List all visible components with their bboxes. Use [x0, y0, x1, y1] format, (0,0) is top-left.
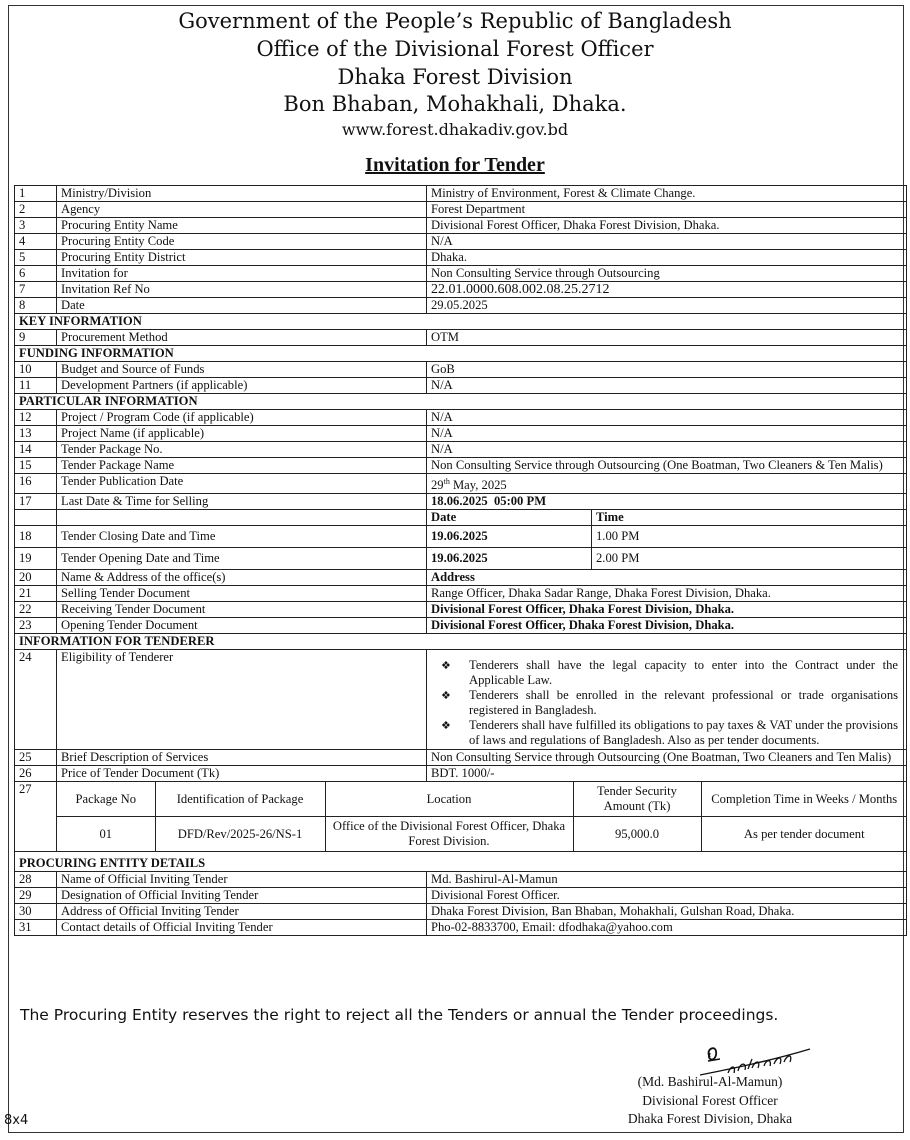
section-particular-information: PARTICULAR INFORMATION: [15, 394, 907, 410]
page-title: Invitation for Tender: [365, 154, 545, 176]
section-information-for-tenderer: INFORMATION FOR TENDERER: [15, 634, 907, 650]
table-row: 13 Project Name (if applicable) N/A: [15, 426, 907, 442]
table-row: 31 Contact details of Official Inviting Tender Pho-02-8833700, Email: dfodhaka@yahoo.com: [15, 920, 907, 936]
tender-table: [14, 185, 907, 936]
table-row: 21 Selling Tender Document Range Officer, Dhaka Sadar Range, Dhaka Forest Division, Dhaka.: [15, 586, 907, 602]
eligibility-list: [431, 658, 902, 748]
table-row: 1 Ministry/Division Ministry of Environment, Forest & Climate Change.: [15, 186, 907, 202]
table-row: 18 Tender Closing Date and Time 19.06.2025 1.00 PM: [15, 526, 907, 548]
footer-note: The Procuring Entity reserves the right to reject all the Tenders or annual the Tender proceedings.: [20, 1006, 779, 1024]
table-row: 17 Last Date & Time for Selling 18.06.2025 05:00 PM: [15, 494, 907, 510]
table-row: 29 Designation of Official Inviting Tender Divisional Forest Officer.: [15, 888, 907, 904]
table-row: 15 Tender Package Name Non Consulting Service through Outsourcing (One Boatman, Two Cleaners & Ten Malis): [15, 458, 907, 474]
header-website: www.forest.dhakadiv.gov.bd: [341, 120, 569, 139]
signatory-designation: Divisional Forest Officer: [642, 1093, 778, 1108]
table-row: 7 Invitation Ref No 22.01.0000.608.002.08.25.2712: [15, 282, 907, 298]
section-key-information: KEY INFORMATION: [15, 314, 907, 330]
table-row: 27 Package No Identification of Package Location Tender Security Amount (Tk) Completion Time in Weeks / Months 01 DFD/Rev/2025-26/NS-1 Office of the Divisional Forest Officer, Dhaka Forest Division. 95,000.0 As per tender document: [15, 782, 907, 852]
table-row: 28 Name of Official Inviting Tender Md. Bashirul-Al-Mamun: [15, 872, 907, 888]
list-item: ❖ Tenderers shall have the legal capacity to enter into the Contract under the Applicable Law.: [469, 658, 898, 688]
section-funding-information: FUNDING INFORMATION: [15, 346, 907, 362]
table-row: 19 Tender Opening Date and Time 19.06.2025 2.00 PM: [15, 548, 907, 570]
table-row: 10 Budget and Source of Funds GoB: [15, 362, 907, 378]
table-row: 16 Tender Publication Date 29th May, 2025: [15, 474, 907, 494]
table-row: 25 Brief Description of Services Non Consulting Service through Outsourcing (One Boatman, Two Cleaners and Ten Malis): [15, 750, 907, 766]
table-row: 5 Procuring Entity District Dhaka.: [15, 250, 907, 266]
package-header-row: Package No Identification of Package Location Tender Security Amount (Tk) Completion Time in Weeks / Months: [57, 782, 907, 817]
table-row: 30 Address of Official Inviting Tender Dhaka Forest Division, Ban Bhaban, Mohakhali, Gulshan Road, Dhaka.: [15, 904, 907, 920]
table-row: 23 Opening Tender Document Divisional Forest Officer, Dhaka Forest Division, Dhaka.: [15, 618, 907, 634]
table-row: 4 Procuring Entity Code N/A: [15, 234, 907, 250]
header-office: Office of the Divisional Forest Officer: [256, 37, 654, 61]
table-row: 22 Receiving Tender Document Divisional Forest Officer, Dhaka Forest Division, Dhaka.: [15, 602, 907, 618]
signatory-name: (Md. Bashirul-Al-Mamun): [637, 1074, 783, 1089]
header-division: Dhaka Forest Division: [337, 65, 573, 89]
table-row: 14 Tender Package No. N/A: [15, 442, 907, 458]
package-data-row: 01 DFD/Rev/2025-26/NS-1 Office of the Divisional Forest Officer, Dhaka Forest Division. 95,000.0 As per tender document: [57, 817, 907, 852]
size-label: 8x4: [4, 1113, 29, 1128]
table-row: 26 Price of Tender Document (Tk) BDT. 1000/-: [15, 766, 907, 782]
schedule-header-row: Date Time: [15, 510, 907, 526]
package-table: [57, 782, 907, 851]
table-row: 9 Procurement Method OTM: [15, 330, 907, 346]
header-address: Bon Bhaban, Mohakhali, Dhaka.: [283, 92, 627, 116]
table-row: 11 Development Partners (if applicable) N/A: [15, 378, 907, 394]
table-row: 12 Project / Program Code (if applicable) N/A: [15, 410, 907, 426]
table-row: 20 Name & Address of the office(s) Address: [15, 570, 907, 586]
table-row: 2 Agency Forest Department: [15, 202, 907, 218]
table-row: 3 Procuring Entity Name Divisional Forest Officer, Dhaka Forest Division, Dhaka.: [15, 218, 907, 234]
signatory-office: Dhaka Forest Division, Dhaka: [627, 1111, 793, 1126]
header-government: Government of the People’s Republic of Bangladesh: [178, 9, 732, 33]
section-procuring-entity-details: PROCURING ENTITY DETAILS: [15, 852, 907, 872]
table-row: 8 Date 29.05.2025: [15, 298, 907, 314]
list-item: ❖ Tenderers shall be enrolled in the relevant professional or trade organisations registered in Bangladesh.: [469, 688, 898, 718]
table-row: 24 Eligibility of Tenderer ❖ Tenderers shall have the legal capacity to enter into the Contract under the Applicable Law. ❖ Tenderers shall be enrolled in the relevant professional or trade organisations registered in Bangladesh. ❖ Tenderers shall have fulfilled its obligations to pay taxes & VAT under the provisions of laws and regulations of Bangladesh. Also as per tender documents.: [15, 650, 907, 750]
table-row: 6 Invitation for Non Consulting Service through Outsourcing: [15, 266, 907, 282]
list-item: ❖ Tenderers shall have fulfilled its obligations to pay taxes & VAT under the provisions of laws and regulations of Bangladesh. Also as per tender documents.: [469, 718, 898, 748]
